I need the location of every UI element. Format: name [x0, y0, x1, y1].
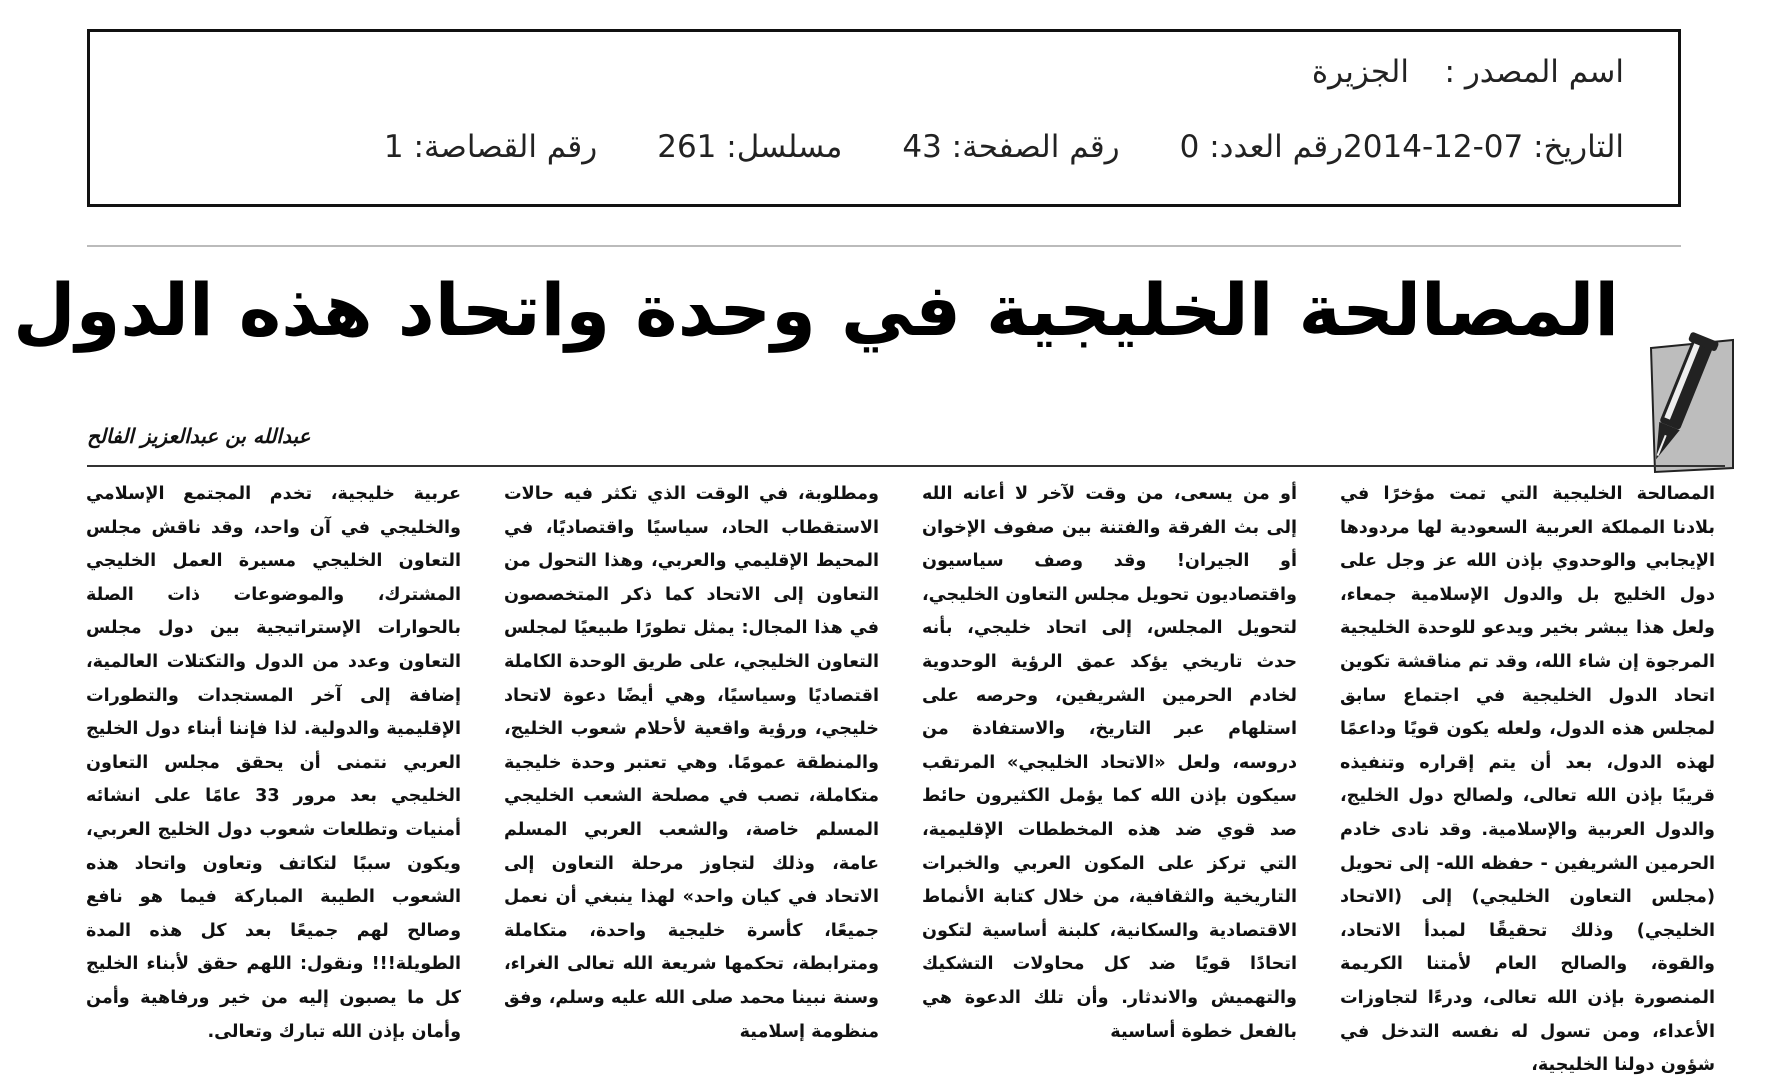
source-info-box [87, 29, 1681, 207]
clip-field: رقم القصاصة: 1 [383, 129, 598, 165]
pen-icon [1625, 330, 1735, 478]
column-text: المصالحة الخليجية التي تمت مؤخرًا في بلادنا المملكة العربية السعودية لها مردودها الإيجابي والوحدوي بإذن الله عز وجل على دول الخليج بل والدول الإسلامية جمعاء، ولعل هذا يبشر بخير ويدعو للوحدة الخليجية المرجوة إن شاء الله، وقد تم مناقشة تكوين اتحاد الدول الخليجية في اجتماع سابق لمجلس هذه الدول، ولعله يكون قويًا وداعمًا لهذه الدول، بعد أن يتم إقراره وتنفيذه قريبًا بإذن الله تعالى، ولصالح دول الخليج، والدول العربية والإسلامية. وقد نادى خادم الحرمين الشريفين - حفظه الله- إلى تحويل (مجلس التعاون الخليجي) إلى (الاتحاد الخليجي) وذلك تحقيقًا لمبدأ الاتحاد، والقوة، والصالح العام لأمتنا الكريمة المنصورة بإذن الله تعالى، ودرءًا لتجاوزات الأعداء، ومن تسول له نفسه التدخل في شؤون دولنا الخليجية، [1340, 484, 1715, 1076]
details-line [324, 129, 1624, 165]
date-field: التاريخ: 07-12-2014 [1343, 129, 1624, 165]
byline-rule [87, 465, 1725, 467]
serial-field: مسلسل: 261 [657, 129, 843, 165]
separator-line [87, 245, 1681, 247]
article-column-1 [1340, 478, 1715, 1083]
article-column-2 [922, 478, 1297, 1049]
source-line [1312, 54, 1624, 90]
column-text: عربية خليجية، تخدم المجتمع الإسلامي والخليجي في آن واحد، وقد ناقش مجلس التعاون الخليجي مسيرة العمل الخليجي المشترك، والموضوعات ذات الصلة بالحوارات الإستراتيجية بين دول مجلس التعاون وعدد من الدول والتكتلات العالمية، إضافة إلى آخر المستجدات والتطورات الإقليمية والدولية. لذا فإننا أبناء دول الخليج العربي نتمنى أن يحقق مجلس التعاون الخليجي بعد مرور 33 عامًا على انشائه أمنيات وتطلعات شعوب دول الخليج العربي، ويكون سببًا لتكاتف وتعاون واتحاد هذه الشعوب الطيبة المباركة فيما هو نافع وصالح لهم جميعًا بعد كل هذه المدة الطويلة!!! ونقول: اللهم حقق لأبناء الخليج كل ما يصبون إليه من خير ورفاهية وأمن وأمان بإذن الله تبارك وتعالى. [86, 484, 462, 1042]
author-byline: عبدالله بن عبدالعزيز الفالح [87, 424, 311, 448]
column-text: أو من يسعى، من وقت لآخر لا أعانه الله إلى بث الفرقة والفتنة بين صفوف الإخوان أو الجيران! وقد وصف سياسيون واقتصاديون تحويل مجلس التعاون الخليجي، لتحويل المجلس، إلى اتحاد خليجي، بأنه حدث تاريخي يؤكد عمق الرؤية الوحدوية لخادم الحرمين الشريفين، وحرصه على استلهام عبر التاريخ، والاستفادة من دروسه، ولعل «الاتحاد الخليجي» المرتقب سيكون بإذن الله كما يؤمل الكثيرون حائط صد قوي ضد هذه المخططات الإقليمية، التي تركز على المكون العربي والخبرات التاريخية والثقافية، من خلال كتابة الأنماط الاقتصادية والسكانية، كلبنة أساسية لتكون اتحادًا قويًا ضد كل محاولات التشكيك والتهميش والاندثار. وأن تلك الدعوة هي بالفعل خطوة أساسية [922, 484, 1297, 1042]
source-value: الجزيرة [1311, 54, 1409, 90]
page-field: رقم الصفحة: 43 [902, 129, 1120, 165]
article-headline: المصالحة الخليجية في وحدة واتحاد هذه الدول [13, 268, 1619, 352]
issue-field: رقم العدد: 0 [1179, 129, 1344, 165]
article-column-3 [504, 478, 879, 1049]
article-column-4 [86, 478, 461, 1049]
column-text: ومطلوبة، في الوقت الذي تكثر فيه حالات الاستقطاب الحاد، سياسيًا واقتصاديًا، في المحيط الإقليمي والعربي، وهذا التحول من التعاون إلى الاتحاد كما ذكر المتخصصون في هذا المجال: يمثل تطورًا طبيعيًا لمجلس التعاون الخليجي، على طريق الوحدة الكاملة اقتصاديًا وسياسيًا، وهي أيضًا دعوة لاتحاد خليجي، ورؤية واقعية لأحلام شعوب الخليج، والمنطقة عمومًا. وهي تعتبر وحدة خليجية متكاملة، تصب في مصلحة الشعب الخليجي المسلم خاصة، والشعب العربي المسلم عامة، وذلك لتجاوز مرحلة التعاون إلى الاتحاد في كيان واحد» لهذا ينبغي أن نعمل جميعًا، كأسرة خليجية واحدة، متكاملة ومترابطة، تحكمها شريعة الله تعالى الغراء، وسنة نبينا محمد صلى الله عليه وسلم، وفق منظومة إسلامية [504, 484, 879, 1042]
source-label: اسم المصدر : [1444, 54, 1624, 90]
